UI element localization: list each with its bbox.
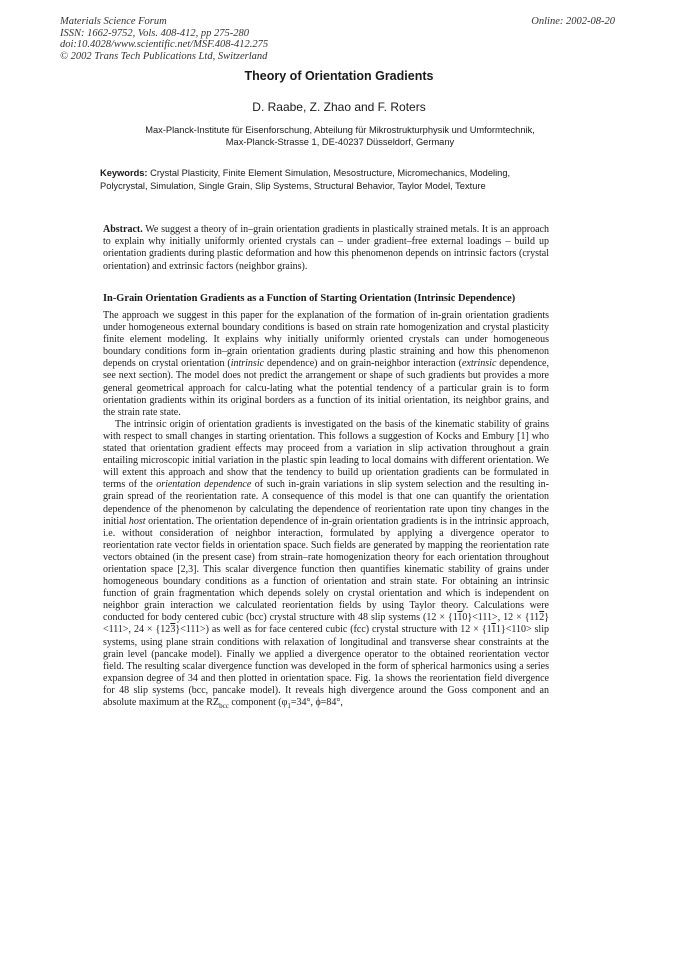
journal-metadata (60, 16, 360, 62)
p2-italic-host: host (128, 515, 146, 527)
p2-text-i: 1}<110> slip systems, using plane strain conditions with relaxation of longitudinal and transverse shear constraints at the grain level (pancake model). Finally we applied a divergence operator to the obtained reorientation vector field. The resulting scalar divergence function was developed in the form of spherical harmonics using a series expansion degree of 34 and then plotted in orientation space. Fig. 1a shows the reorientation field divergence for 48 slip systems (bcc, pancake model). It reveals high divergence around the Goss component and an absolute maximum at the RZ (103, 624, 549, 708)
paper-authors: D. Raabe, Z. Zhao and F. Roters (252, 100, 426, 114)
p2-bar-index-1: 1 (457, 612, 463, 624)
abstract (103, 224, 549, 273)
p2-text-j: component (φ (228, 697, 288, 708)
p1-italic-intrinsic: intrinsic (230, 358, 265, 370)
p1-italic-extrinsic: extrinsic (461, 358, 497, 370)
p2-bar-index-2: 2 (539, 612, 545, 624)
p2-subscript-1: 1 (287, 702, 291, 710)
p1-text-e: dependence, see next section). The model does not predict the arrangement or shape of such gradients but provides a more general geometrical approach for calcu-lating what the potential tendency of a particular grain is to form orientation gradients within its original borders as a function of its initial orientation, its neighbor grains, and the strain rate state. (103, 358, 549, 418)
p2-text-e: orientation. The orientation dependence of in-grain orientation gradients is in the intrinsic approach, i.e. without consideration of neighbor interaction, formulated by applying a divergence operator to reorientation rate vector fields in orientation space. Such fields are generated by mapping the reorientation rate vectors obtained (in the present case) from strain–rate homogenization theory for each orientation throughout orientation space [2,3]. This scalar divergence function then quantifies kinematic stability of grains under homogeneous boundary conditions as a function of orientation and strain state. For obtaining an intrinsic function of grain fragmentation which depends solely on crystal orientation and which is independent on neighbor grain interaction we calculated reorientation fields by using Taylor theory. Calculations were conducted for body centered cubic (bcc) crystal structure with 48 slip systems (12 × {1 (103, 515, 549, 624)
journal-doi: doi:10.4028/www.scientific.net/MSF.408-412.275 (60, 39, 269, 50)
paragraph-1 (103, 310, 549, 419)
paragraph-2 (103, 419, 549, 712)
keywords-text: Crystal Plasticity, Finite Element Simulation, Mesostructure, Micromechanics, Modeling, Polycrystal, Simulation, Single Grain, Slip Systems, Structural Behavior, Taylor Model, Texture (100, 168, 511, 191)
journal-copyright: © 2002 Trans Tech Publications Ltd, Switzerland (60, 50, 268, 62)
affiliation (90, 124, 590, 148)
abstract-label: Abstract. (103, 224, 143, 235)
journal-issn: ISSN: 1662-9752, Vols. 408-412, pp 275-280 (60, 27, 249, 39)
p2-text-a: The intrinsic origin of orientation gradients is investigated on the basis of the kinematic stability of grains with respect to small changes in starting orientation. This follows a suggestion of Kocks and Embury [1] who stated that orientation gradient effects may proceed from a variation in slip activation throughout a grain entailing microscopic initial variation in the plastic spin leading to local domains with different orientation. We will extent this approach and show that the tendency to build up orientation gradients can be formulated in terms of the (103, 418, 549, 491)
p2-italic-orientation-dependence: orientation dependence (156, 479, 252, 491)
abstract-text: We suggest a theory of in–grain orientation gradients in plastically strained metals. It is an approach to explain why initially uniformly oriented crystals can – under gradient–free external loadings – build up orientation gradients during plastic deformation and how this phenomenon depends on intrinsic factors (crystal orientation) and extrinsic factors (neighbor grains). (103, 224, 549, 272)
p2-subscript-bcc: bcc (219, 702, 229, 710)
affiliation-line-2: Max-Planck-Strasse 1, DE-40237 Düsseldorf, Germany (225, 137, 455, 147)
paper-title: Theory of Orientation Gradients (244, 69, 434, 83)
online-date: Online: 2002-08-20 (531, 16, 615, 27)
p2-text-c: of such in-grain variations in slip system selection and the resulting in-grain spread of the reorientation rate. A consequence of this model is that one can quantify the orientation dependence of the phenomenon by calculating the dependence of reorientation rate upon tiny changes in the initial (103, 479, 549, 527)
keywords (100, 167, 550, 192)
p2-text-k: =34°, ϕ=84°, (290, 697, 343, 708)
section-heading: In-Grain Orientation Gradients as a Function of Starting Orientation (Intrinsic Dependence) (103, 293, 516, 304)
p2-bar-index-4: 1 (491, 624, 496, 636)
p1-text-c: dependence) and on grain-neighbor interaction ( (264, 358, 462, 370)
body-text (103, 310, 549, 712)
p2-text-g: }<111>, 24 × {12 (103, 612, 549, 636)
journal-name: Materials Science Forum (60, 16, 167, 27)
p2-bar-index-3: 3 (170, 624, 176, 636)
p1-text-a: The approach we suggest in this paper for the explanation of the formation of in-grain orientation gradients under homogeneous external boundary conditions is based on strain rate homogenization and crystal plasticity finite element modeling. It explains why initially uniformly oriented crystals can under homogeneous boundary conditions form in–grain orientation gradients during plastic straining and how this phenomenon depends on crystal orientation ( (103, 310, 549, 370)
p2-text-h: }<111>) as well as for face centered cubic (fcc) crystal structure with 12 × {1 (175, 624, 492, 636)
affiliation-line-1: Max-Planck-Institute für Eisenforschung, Abteilung für Mikrostrukturphysik und Umformtechnik, (145, 125, 535, 135)
keywords-label: Keywords: (100, 168, 148, 178)
p2-text-f: 0}<111>, 12 × {11 (462, 612, 540, 624)
